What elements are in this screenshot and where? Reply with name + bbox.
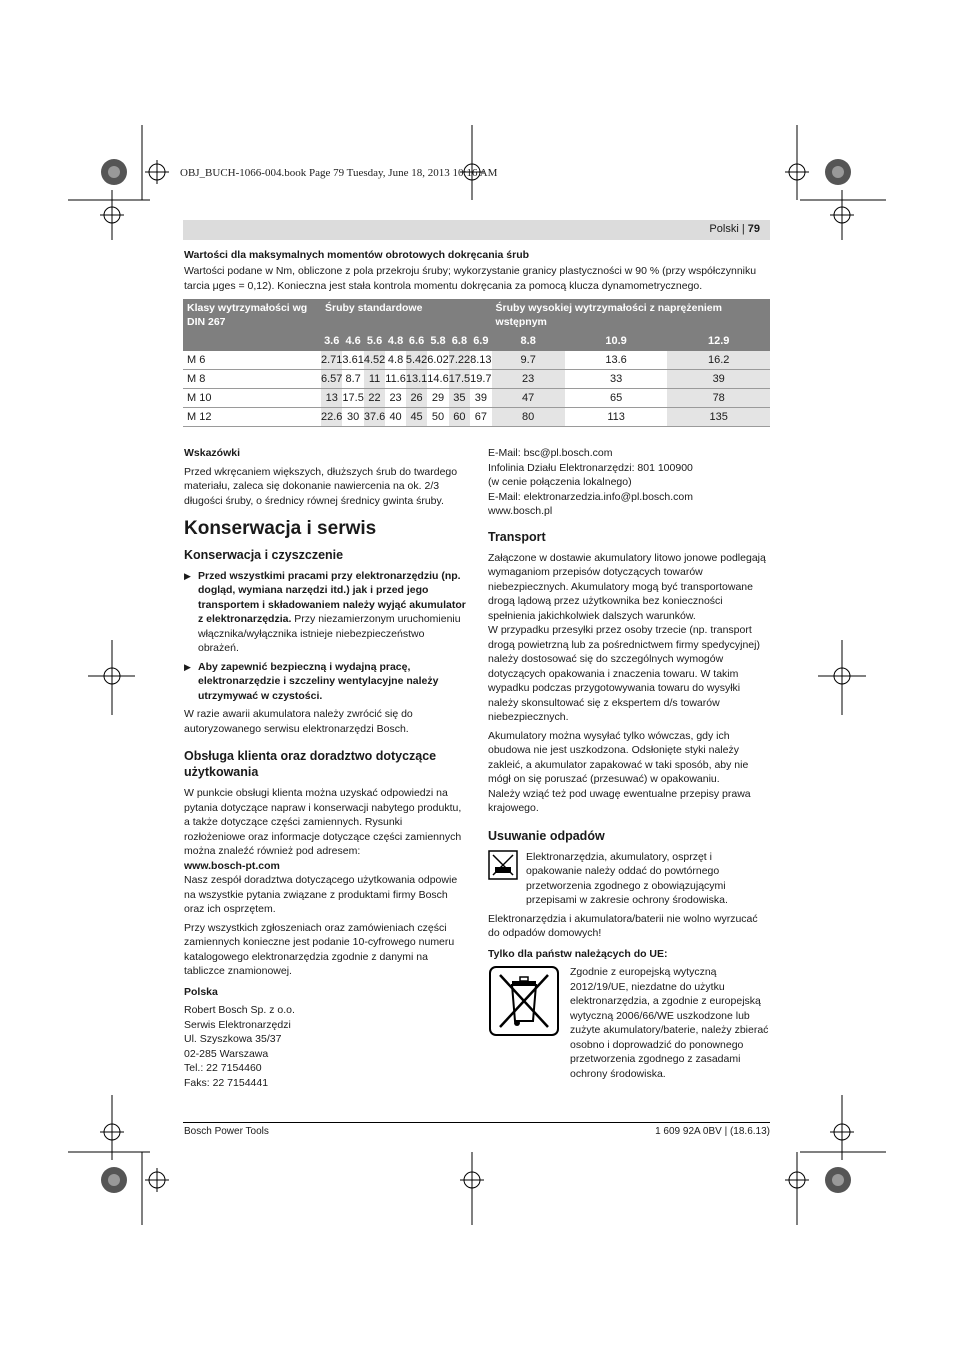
table-cell: 17.5 xyxy=(449,370,470,389)
table-cell: 35 xyxy=(449,389,470,408)
table-cell: 67 xyxy=(470,408,491,427)
table-cell: 113 xyxy=(565,408,668,427)
transport-text-1: Załączone w dostawie akumulatory litowo jonowe podlegają wymaganiom przepisów dotyczących towarów niebezpiecznych. Akumulatory mogą być transportowane drogą lądową przez użytkownika bez konieczności spełnienia jakichkolwiek dalszych warunków. xyxy=(488,551,766,622)
transport-text-2: W przypadku przesyłki przez osoby trzecie (np. transport drogą powietrzną lub za pośrednictwem firmy spedycyjnej) należy dostosować się do szczególnych wymogów dotyczących opakowania i znaczenia towaru. W takim wypadku podczas przygotowywania towaru do wysyłki należy skonsultować się z ekspertem d/s towarów niebezpiecznych. xyxy=(488,624,760,723)
table-cell: 5.42 xyxy=(406,351,427,370)
col-header-standard: Śruby standardowe xyxy=(321,299,492,331)
bullet-1-bold: Przed wszystkimi pracami przy elektronarzędziu (np. dogląd, wymiana narzędzi itd.) jak i przed jego transportem i składowaniem należy wyjąć akumulator z elektronarzędzia. xyxy=(198,569,466,625)
file-info: OBJ_BUCH-1066-004.book Page 79 Tuesday, June 18, 2013 10:16 AM xyxy=(180,167,498,179)
row-label: M 6 xyxy=(183,351,321,370)
table-cell: 19.7 xyxy=(470,370,491,389)
bullet-2 xyxy=(184,660,466,704)
bullet-2-bold: Aby zapewnić bezpieczną i wydajną pracę, elektronarzędzie i szczeliny wentylacyjne należy utrzymywać w czystości. xyxy=(198,660,439,702)
bullet-1-text: Przy niezamierzonym uruchomieniu włącznika/wyłącznika istnieje niebezpieczeństwo obrażeń. xyxy=(198,613,461,654)
table-cell: 4.8 xyxy=(385,351,406,370)
footer-brand: Bosch Power Tools xyxy=(184,1126,269,1137)
table-cell: 60 xyxy=(449,408,470,427)
table-cell: 8.7 xyxy=(342,370,363,389)
address-line: Faks: 22 7154441 xyxy=(184,1076,269,1089)
footer-code: 1 609 92A 0BV | (18.6.13) xyxy=(655,1126,770,1137)
class-header: 5.8 xyxy=(427,331,448,351)
contact-line: (w cenie połączenia lokalnego) xyxy=(488,476,632,488)
table-cell: 7.22 xyxy=(449,351,470,370)
table-cell: 50 xyxy=(427,408,448,427)
page-header xyxy=(183,220,770,240)
class-header: 10.9 xyxy=(565,331,668,351)
row-label: M 8 xyxy=(183,370,321,389)
table-cell: 30 xyxy=(342,408,363,427)
transport-text-4: Należy wziąć też pod uwagę ewentualne przepisy prawa krajowego. xyxy=(488,787,751,814)
eu-title: Tylko dla państw należących do UE: xyxy=(488,947,668,960)
class-header: 6.8 xyxy=(449,331,470,351)
address-line: Robert Bosch Sp. z o.o. xyxy=(184,1004,295,1016)
eu-block xyxy=(488,965,770,1085)
table-row xyxy=(183,408,770,427)
class-row xyxy=(183,331,770,351)
row-label: M 12 xyxy=(183,408,321,427)
address-line: Ul. Szyszkowa 35/37 xyxy=(184,1033,282,1045)
table-cell: 29 xyxy=(427,389,448,408)
table-cell: 4.52 xyxy=(364,351,385,370)
torque-title: Wartości dla maksymalnych momentów obrotowych dokręcania śrub xyxy=(184,249,530,261)
left-column xyxy=(184,446,466,1090)
bullet-1 xyxy=(184,569,466,656)
class-header: 8.8 xyxy=(492,331,565,351)
table-cell: 80 xyxy=(492,408,565,427)
table-cell: 13.1 xyxy=(406,370,427,389)
class-header: 12.9 xyxy=(667,331,770,351)
address-line: Tel.: 22 7154460 xyxy=(184,1062,262,1074)
table-cell: 2.71 xyxy=(321,351,342,370)
table-row xyxy=(183,351,770,370)
maintenance-text: W razie awarii akumulatora należy zwrócić się do autoryzowanego serwisu elektronarzędzi Bosch. xyxy=(184,708,413,735)
table-cell: 9.7 xyxy=(492,351,565,370)
torque-table xyxy=(183,299,770,427)
contact-line: Infolinia Działu Elektronarzędzi: 801 100900 xyxy=(488,461,693,474)
crossed-bin-icon xyxy=(488,965,560,1037)
table-cell: 3.61 xyxy=(342,351,363,370)
table-cell: 8.13 xyxy=(470,351,491,370)
table-cell: 14.6 xyxy=(427,370,448,389)
table-cell: 11 xyxy=(364,370,385,389)
language: Polski xyxy=(709,223,739,235)
class-row-blank xyxy=(183,331,321,351)
table-cell: 135 xyxy=(667,408,770,427)
contact-line[interactable]: www.bosch.pl xyxy=(488,505,553,517)
contact-line[interactable]: E-Mail: elektronarzedzia.info@pl.bosch.com xyxy=(488,490,693,503)
col-header-class: Klasy wytrzymałości wg DIN 267 xyxy=(183,299,321,331)
address-line: Serwis Elektronarzędzi xyxy=(184,1018,291,1031)
transport-title: Transport xyxy=(488,529,546,544)
service-text-2: Nasz zespół doradztwa dotyczącego użytkowania odpowie na wszystkie pytania związane z produktami firmy Bosch oraz ich osprzętem. xyxy=(184,874,458,915)
table-cell: 22 xyxy=(364,389,385,408)
transport-text-3: Akumulatory można wysyłać tylko wówczas, gdy ich obudowa nie jest uszkodzona. Odsłonięte styki należy zakleić, a akumulator zapakować w taki sposób, aby nie mógł on się poruszać (przesuwać) w opakowaniu. xyxy=(488,729,749,785)
class-header: 4.8 xyxy=(385,331,406,351)
notes-title: Wskazówki xyxy=(184,447,241,459)
table-cell: 26 xyxy=(406,389,427,408)
table-row xyxy=(183,370,770,389)
disposal-block xyxy=(488,850,770,912)
address-block xyxy=(184,1003,466,1090)
table-cell: 39 xyxy=(667,370,770,389)
footer-rule xyxy=(183,1122,770,1123)
table-cell: 39 xyxy=(470,389,491,408)
section-title: Konserwacja i serwis xyxy=(184,518,377,539)
table-cell: 6.57 xyxy=(321,370,342,389)
table-cell: 23 xyxy=(385,389,406,408)
contact-line[interactable]: E-Mail: bsc@pl.bosch.com xyxy=(488,447,613,459)
table-cell: 47 xyxy=(492,389,565,408)
table-cell: 13.6 xyxy=(565,351,668,370)
torque-body xyxy=(183,351,770,427)
class-header: 5.6 xyxy=(364,331,385,351)
table-cell: 6.02 xyxy=(427,351,448,370)
table-cell: 11.6 xyxy=(385,370,406,389)
notes-text: Przed wkręcaniem większych, dłuższych śrub do twardego materiału, zaleca się dokonanie nawiercenia na ok. 2/3 długości śruby, o średnicy równej średnicy gwinta śruby. xyxy=(184,465,458,507)
row-label: M 10 xyxy=(183,389,321,408)
class-header: 4.6 xyxy=(342,331,363,351)
disposal-title: Usuwanie odpadów xyxy=(488,828,605,843)
table-cell: 37.6 xyxy=(364,408,385,427)
table-cell: 16.2 xyxy=(667,351,770,370)
table-cell: 23 xyxy=(492,370,565,389)
right-column xyxy=(488,446,770,1085)
table-cell: 22.6 xyxy=(321,408,342,427)
address-line: 02-285 Warszawa xyxy=(184,1047,269,1060)
table-cell: 33 xyxy=(565,370,668,389)
service-text-1: W punkcie obsługi klienta można uzyskać odpowiedzi na pytania dotyczące napraw i konserwacji nabytego produktu, a także dotyczące części zamiennych. Rysunki rozłożeniowe oraz informacje dotyczące części zamiennych można znaleźć również pod adresem: xyxy=(184,787,462,857)
eu-text: Zgodnie z europejską wytyczną 2012/19/UE, niezdatne do użytku elektronarzędzia, a zgodnie z europejską wytyczną 2006/66/WE uszkodzone lub zużyte akumulatory/baterie, należy zbierać osobno i doprowadzić do ponownego przetworzenia zgodnego z zasadami ochrony środowiska. xyxy=(570,966,769,1080)
table-cell: 45 xyxy=(406,408,427,427)
table-cell: 65 xyxy=(565,389,668,408)
class-header: 6.6 xyxy=(406,331,427,351)
bullet-arrow-icon: ▶ xyxy=(184,570,191,581)
disposal-text-2: Elektronarzędzia i akumulatora/baterii nie wolno wyrzucać do odpadów domowych! xyxy=(488,912,758,939)
country-title: Polska xyxy=(184,985,218,998)
bullet-arrow-icon: ▶ xyxy=(184,661,191,672)
col-header-high: Śruby wysokiej wytrzymałości z naprężeniem wstępnym xyxy=(492,299,770,331)
recycle-tools-icon xyxy=(488,850,518,880)
class-header: 6.9 xyxy=(470,331,491,351)
service-title: Obsługa klienta oraz doradztwo dotyczące użytkowania xyxy=(184,749,437,779)
table-cell: 17.5 xyxy=(342,389,363,408)
service-url[interactable]: www.bosch-pt.com xyxy=(184,859,280,872)
contact-block xyxy=(488,446,770,519)
table-row xyxy=(183,389,770,408)
table-cell: 40 xyxy=(385,408,406,427)
torque-intro: Wartości podane w Nm, obliczone z pola przekroju śruby; wykorzystanie granicy plastyczności w 90 % (przy współczynniku tarcia μges = 0,12). Konieczna jest stała kontrola momentu dokręcania za pomocą klucza dynamometrycznego. xyxy=(184,265,757,292)
page-number: 79 xyxy=(747,223,760,235)
separator: | xyxy=(741,223,745,235)
table-cell: 13 xyxy=(321,389,342,408)
table-cell: 78 xyxy=(667,389,770,408)
service-text-3: Przy wszystkich zgłoszeniach oraz zamówieniach części zamiennych konieczne jest podanie 10-cyfrowego numeru katalogowego elektronarzędzia zgodnie z danymi na tabliczce znamionowej. xyxy=(184,921,455,977)
maintenance-title: Konserwacja i czyszczenie xyxy=(184,547,344,562)
disposal-text-1: Elektronarzędzia, akumulatory, osprzęt i opakowanie należy oddać do powtórnego przetworzenia zgodnego z obowiązującymi przepisami w zakresie ochrony środowiska. xyxy=(526,850,728,906)
page-header-label xyxy=(709,223,760,235)
class-header: 3.6 xyxy=(321,331,342,351)
